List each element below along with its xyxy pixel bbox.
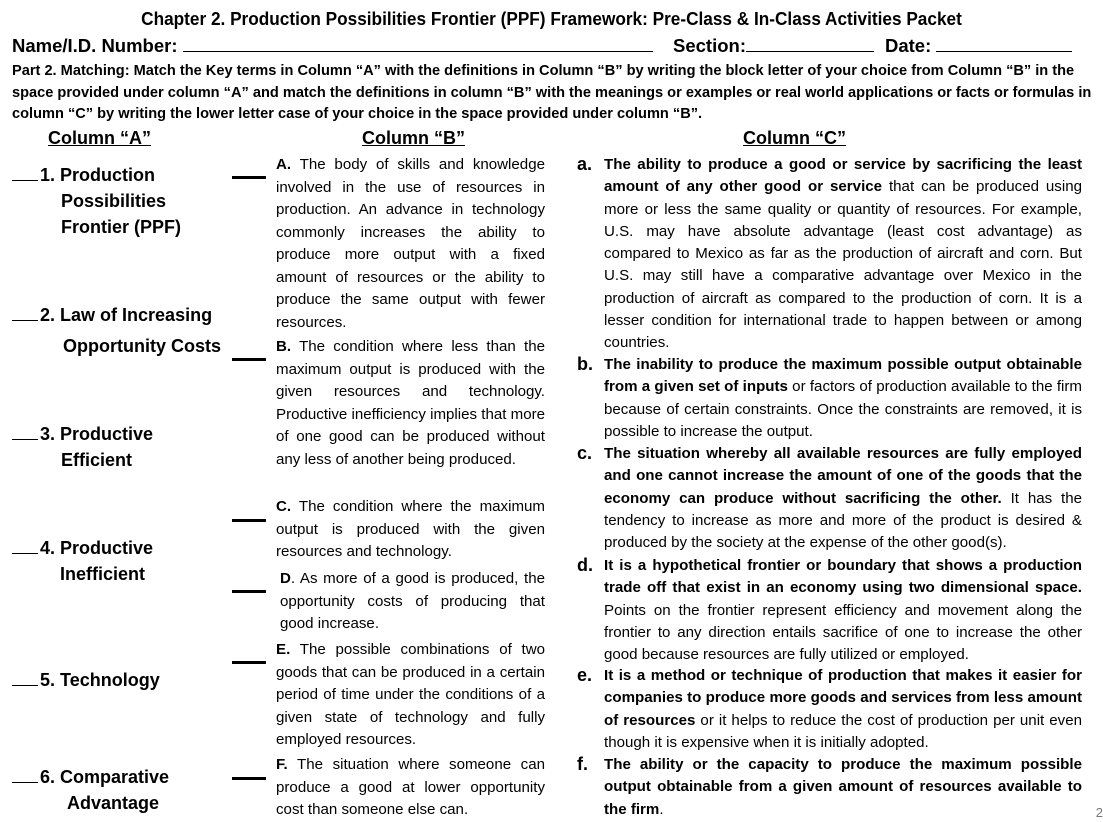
term-item: 2. Law of Increasing Opportunity Costs: [12, 302, 221, 359]
answer-blank[interactable]: [12, 766, 38, 783]
definition-b: B. The condition where less than the maximum output is produced with the given resources and technology. Productive inefficiency implies that more of one good can be produced without any less of another being produced.: [276, 338, 546, 468]
definition-c: The inability to produce the maximum possible output obtainable from a given set of inputs or factors of production available to the firm because of certain constraints. Once the constraints are removed, it is possible to increase the output.: [604, 356, 1082, 440]
page-title: Chapter 2. Production Possibilities Frontier (PPF) Framework: Pre-Class & In-Class Activities Packet: [141, 8, 962, 29]
column-b-heading: Column “B”: [362, 128, 465, 148]
letter-c: a.: [577, 154, 593, 174]
letter-c: c.: [577, 443, 593, 463]
letter-c: f.: [577, 754, 588, 774]
letter-c: d.: [577, 555, 593, 575]
answer-blank[interactable]: [232, 519, 266, 522]
definition-c: The situation whereby all available resources are fully employed and one cannot increase the amount of one of the goods that the economy can produce without sacrificing the other. It has the tendency to increase as more and more of the product is desired & produced by the society at the expense of the other good(s).: [604, 445, 1082, 552]
answer-blank[interactable]: [12, 669, 38, 686]
answer-blank[interactable]: [232, 176, 266, 179]
definition-b: E. The possible combinations of two goods that can be produced in a certain period of time under the conditions of a given state of technology and fully employed resources.: [276, 641, 546, 748]
term-item: 6. Comparative Advantage: [12, 764, 169, 816]
date-field-row: [885, 35, 1072, 57]
column-a-heading: Column “A”: [48, 128, 151, 148]
answer-blank[interactable]: [12, 423, 38, 440]
answer-blank[interactable]: [232, 358, 266, 361]
term-item: 5. Technology: [12, 667, 160, 693]
instructions: Part 2. Matching: Match the Key terms in Column “A” with the definitions in Column “B” by writing the block letter of your choice from Column “B” in the space provided under column “A” and match the definitions in column “B” with the meanings or examples or real world applications or facts or formulas in column “C” by writing the lower letter case of your choice in the space provided under column “B”.: [12, 63, 1092, 122]
date-blank[interactable]: [936, 37, 1072, 52]
definition-c: It is a hypothetical frontier or boundary that shows a production trade off that exist in an economy using two dimensional space. Points on the frontier represent efficiency and movement along the frontier to any direction entails sacrifice of one to increase the other good because resources are fully utilized or employed.: [604, 557, 1082, 664]
section-label: Section:: [673, 35, 746, 56]
page-number: 2: [1095, 805, 1103, 820]
section-field-row: [673, 35, 874, 57]
definition-b: A. The body of skills and knowledge involved in the use of resources in production. An advance in technology commonly increases the ability to produce more output with a fixed amount of resources or the ability to produce the same output with fewer resources.: [276, 156, 545, 331]
name-field-row: [12, 35, 653, 57]
date-label: Date:: [885, 35, 932, 56]
definition-c: It is a method or technique of production that makes it easier for companies to produce more goods and services from less amount of resources or it helps to reduce the cost of production per unit even though it is expensive when it is initially adopted.: [604, 667, 1082, 751]
term-item: 3. Productive Efficient: [12, 421, 153, 473]
column-c-heading: Column “C”: [743, 128, 846, 148]
definition-c: The ability to produce a good or service by sacrificing the least amount of any other good or service that can be produced using more or less the same quality or quantity of resources. For example, U.S. may have absolute advantage (least cost advantage) as compared to Mexico as far as the production of aircraft and corn. But U.S. may still have a comparative advantage over Mexico in the production of aircraft as compared to the production of corn. It is a lesser condition for international trade to happen between or among countries.: [604, 156, 1082, 352]
section-blank[interactable]: [746, 37, 874, 52]
answer-blank[interactable]: [232, 661, 266, 664]
name-blank[interactable]: [183, 37, 653, 52]
answer-blank[interactable]: [12, 164, 38, 181]
answer-blank[interactable]: [12, 537, 38, 554]
definition-b: D. As more of a good is produced, the opportunity costs of producing that good increase.: [280, 570, 545, 632]
name-label: Name/I.D. Number:: [12, 35, 178, 56]
definition-c: The ability or the capacity to produce the maximum possible output obtainable from a given amount of resources available to the firm.: [604, 756, 1082, 818]
answer-blank[interactable]: [232, 777, 266, 780]
letter-c: b.: [577, 354, 593, 374]
definition-b: C. The condition where the maximum output is produced with the given resources and technology.: [276, 498, 546, 560]
letter-c: e.: [577, 665, 593, 685]
term-item: 1. Production Possibilities Frontier (PPF): [12, 162, 181, 240]
answer-blank[interactable]: [12, 304, 38, 321]
answer-blank[interactable]: [232, 590, 266, 593]
term-item: 4. Productive Inefficient: [12, 535, 153, 587]
definition-b: F. The situation where someone can produce a good at lower opportunity cost than someone else can.: [276, 756, 545, 818]
